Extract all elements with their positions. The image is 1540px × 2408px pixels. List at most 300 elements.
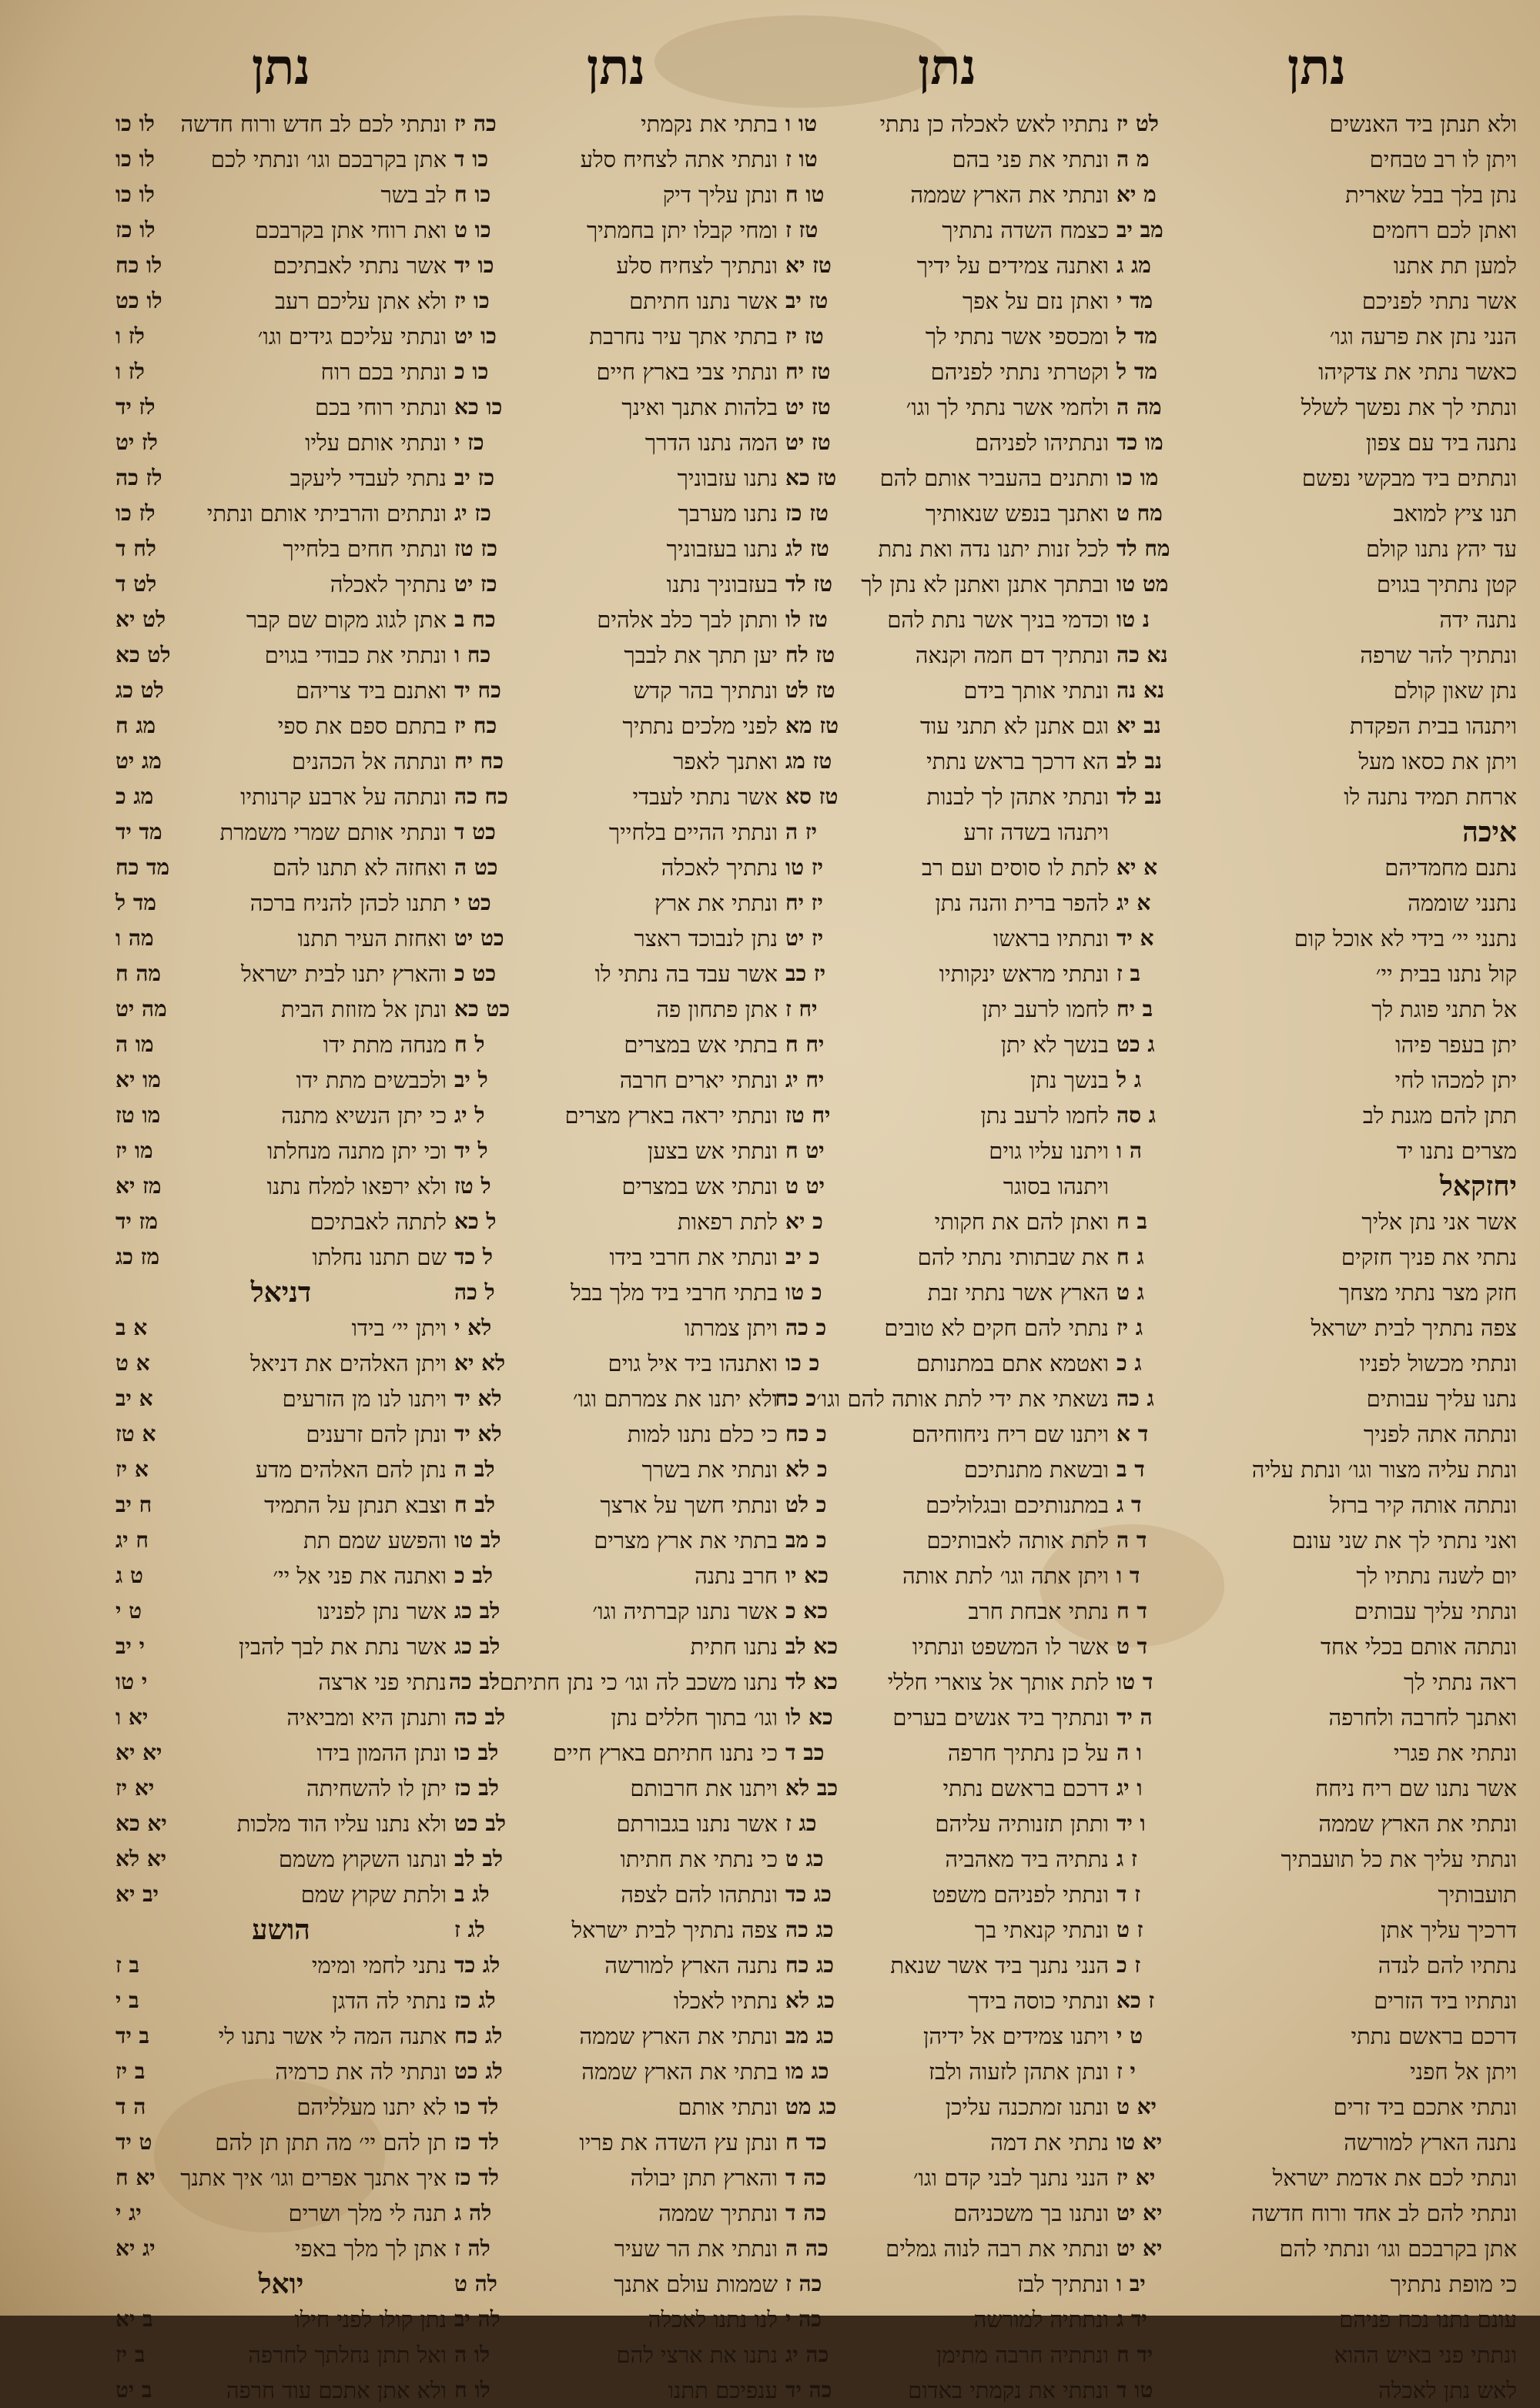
concordance-entry bbox=[454, 1771, 778, 1806]
verse-text: והארץ תתן יבולה bbox=[630, 2165, 778, 2191]
chapter-verse-ref: א יד bbox=[1116, 925, 1154, 951]
verse-text: ואני נתתי לך את שני עונם bbox=[1291, 1527, 1517, 1553]
chapter-verse-ref: טז יז bbox=[785, 323, 824, 349]
verse-text: ונתתי עליכם גידים וגו׳ bbox=[257, 323, 447, 349]
concordance-entry bbox=[116, 1452, 447, 1487]
concordance-entry bbox=[116, 744, 447, 779]
verse-text: ומחי קבלו יתן בחמתיך bbox=[586, 217, 778, 243]
concordance-entry bbox=[454, 2373, 778, 2408]
concordance-entry bbox=[785, 1239, 1109, 1275]
verse-text: אשר עבד בה נתתי לו bbox=[594, 961, 778, 987]
concordance-entry bbox=[454, 460, 778, 496]
chapter-verse-ref: מח ט bbox=[1116, 500, 1163, 526]
verse-text: ואתנך לאפר bbox=[673, 748, 778, 774]
chapter-verse-ref: מד כח bbox=[116, 855, 170, 880]
concordance-entry bbox=[454, 354, 778, 390]
chapter-verse-ref: כז י bbox=[454, 430, 484, 455]
verse-text: ונתתי את פגרי bbox=[1394, 1740, 1517, 1766]
verse-text: ונתתה אל הכהנים bbox=[292, 748, 447, 774]
verse-text: נתתי לה הדגן bbox=[332, 1988, 447, 2014]
chapter-verse-ref: לט כא bbox=[116, 642, 171, 667]
concordance-entry bbox=[1116, 1983, 1517, 2018]
concordance-entry bbox=[785, 602, 1109, 637]
concordance-entry bbox=[454, 567, 778, 602]
verse-text: את שבתותי נתתי להם bbox=[917, 1244, 1109, 1270]
concordance-entry bbox=[116, 248, 447, 283]
chapter-verse-ref: לה ג bbox=[454, 2200, 492, 2226]
concordance-entry bbox=[448, 1664, 778, 1700]
chapter-verse-ref: לג כט bbox=[454, 2059, 503, 2084]
concordance-entry bbox=[785, 744, 1109, 779]
chapter-verse-ref: כג כח bbox=[785, 1952, 834, 1978]
chapter-verse-ref: ט י bbox=[116, 1598, 142, 1624]
verse-text: ויתנו עליו גוים bbox=[989, 1138, 1109, 1164]
chapter-verse-ref: א יז bbox=[116, 1457, 149, 1482]
verse-text: בתתי את ארץ מצרים bbox=[594, 1527, 778, 1553]
concordance-entry bbox=[785, 106, 1109, 142]
concordance-entry bbox=[116, 637, 447, 673]
chapter-verse-ref: יד ג bbox=[1116, 2306, 1147, 2332]
chapter-verse-ref: כא לו bbox=[785, 1704, 833, 1730]
concordance-entry bbox=[116, 2337, 447, 2373]
concordance-entry bbox=[1116, 1452, 1517, 1487]
chapter-verse-ref: נב לב bbox=[1116, 748, 1162, 774]
verse-text: וקטרתי נתתי לפניהם bbox=[930, 359, 1109, 385]
chapter-verse-ref: לב לב bbox=[454, 1846, 503, 1871]
chapter-verse-ref: יב ו bbox=[1116, 2271, 1146, 2296]
verse-text: ונתתי את ארץ bbox=[654, 890, 778, 916]
chapter-verse-ref: כא יו bbox=[785, 1563, 829, 1588]
concordance-entry bbox=[1116, 496, 1517, 531]
chapter-verse-ref: ל כד bbox=[454, 1244, 493, 1269]
chapter-verse-ref: ט י bbox=[1116, 2023, 1143, 2048]
verse-text: ולתת שקוץ שמם bbox=[300, 1881, 447, 1908]
concordance-entry bbox=[116, 1381, 447, 1416]
chapter-verse-ref: כז יב bbox=[454, 465, 495, 490]
verse-text: שם תתנו נחלתו bbox=[312, 1244, 447, 1270]
verse-text: ואתנך בנפש שנאותיך bbox=[925, 500, 1109, 527]
chapter-verse-ref: ג ט bbox=[1116, 1279, 1144, 1305]
verse-text: ונתתיך שממה bbox=[658, 2200, 778, 2226]
concordance-entry bbox=[116, 354, 447, 390]
verse-text: נתני לחמי ומימי bbox=[311, 1952, 447, 1978]
concordance-entry bbox=[785, 1204, 1109, 1239]
verse-text: ויתנהו בבית הפקדת bbox=[1350, 713, 1517, 739]
concordance-entry bbox=[1116, 2089, 1517, 2125]
concordance-entry bbox=[785, 319, 1109, 354]
chapter-verse-ref: יג י bbox=[116, 2200, 142, 2226]
chapter-verse-ref: ז כ bbox=[1116, 1952, 1141, 1978]
verse-text: לחמו לרעב נתן bbox=[980, 1102, 1109, 1129]
verse-text: בתתי אתך עיר נחרבת bbox=[589, 323, 778, 349]
concordance-entry bbox=[454, 779, 778, 814]
column-header: נתן bbox=[917, 38, 977, 96]
chapter-verse-ref: כב ד bbox=[785, 1740, 825, 1765]
concordance-entry bbox=[116, 1948, 447, 1983]
chapter-verse-ref: מו טז bbox=[116, 1102, 161, 1128]
verse-text: נתן לנבוכד ראצר bbox=[634, 925, 778, 951]
verse-text: ונתתי ההיים בלחייך bbox=[608, 819, 778, 845]
concordance-entry bbox=[1116, 1594, 1517, 1629]
chapter-verse-ref: ד ח bbox=[1116, 1598, 1147, 1624]
verse-text: לא יתנו מעלליהם bbox=[296, 2094, 447, 2120]
chapter-verse-ref: כו ח bbox=[454, 182, 491, 207]
chapter-verse-ref: ל כה bbox=[454, 1279, 495, 1305]
concordance-entry bbox=[116, 1983, 447, 2018]
concordance-entry bbox=[116, 1133, 447, 1169]
chapter-verse-ref: יא יז bbox=[116, 1775, 155, 1801]
verse-text: ולחמי אשר נתתי לך וגו׳ bbox=[906, 394, 1109, 420]
chapter-verse-ref: י יב bbox=[116, 1634, 145, 1659]
concordance-entry bbox=[116, 2018, 447, 2054]
concordance-entry bbox=[454, 850, 778, 885]
concordance-entry bbox=[454, 1841, 778, 1877]
verse-text: וכי יתן מתנה מנחלתו bbox=[267, 1138, 447, 1164]
concordance-entry bbox=[116, 1239, 447, 1275]
verse-text: ונתתי יראה בארץ מצרים bbox=[564, 1102, 778, 1129]
chapter-verse-ref: יז יח bbox=[785, 890, 823, 915]
chapter-verse-ref: לו כו bbox=[116, 146, 155, 172]
verse-text: ונתתיך בהר קדש bbox=[633, 677, 778, 704]
verse-text: נתן שאון קולם bbox=[1393, 677, 1517, 704]
chapter-verse-ref: כט ד bbox=[454, 819, 496, 844]
concordance-entry bbox=[116, 779, 447, 814]
chapter-verse-ref: לג כד bbox=[454, 1952, 500, 1978]
verse-text: ונתתי את חרבי בידו bbox=[609, 1244, 778, 1270]
verse-text: ונתתי מראש ינקותיו bbox=[939, 961, 1109, 987]
chapter-verse-ref: לה ט bbox=[454, 2271, 497, 2296]
chapter-verse-ref: ב יז bbox=[116, 2342, 146, 2367]
chapter-verse-ref: יז טו bbox=[785, 855, 823, 880]
concordance-entry bbox=[116, 992, 447, 1027]
verse-text: ונתנו השקוץ משמם bbox=[278, 1846, 447, 1872]
chapter-verse-ref: מג כ bbox=[116, 784, 154, 809]
concordance-entry bbox=[454, 319, 778, 354]
concordance-entry bbox=[1116, 2337, 1517, 2373]
verse-text: תן להם יי׳ מה תתן תן להם bbox=[215, 2129, 447, 2155]
chapter-verse-ref: יג יא bbox=[116, 2236, 156, 2261]
verse-text: ונתתי יארים חרבה bbox=[619, 1067, 778, 1093]
chapter-verse-ref: מח לד bbox=[1116, 536, 1170, 561]
concordance-entry bbox=[1116, 2054, 1517, 2089]
chapter-verse-ref: לא יד bbox=[454, 1421, 502, 1446]
chapter-verse-ref: א טז bbox=[116, 1421, 156, 1446]
verse-text: ונתתי את פני בהם bbox=[952, 146, 1109, 172]
verse-text: צפה נתתיך לבית ישראל bbox=[1311, 1315, 1517, 1341]
concordance-entry bbox=[785, 1912, 1109, 1948]
chapter-verse-ref: יח טז bbox=[785, 1102, 831, 1128]
verse-text: ויתנו לנו מן הזרעים bbox=[282, 1386, 447, 1412]
concordance-entry bbox=[1116, 212, 1517, 248]
concordance-entry bbox=[116, 1735, 447, 1771]
column-header: נתן bbox=[1287, 38, 1347, 96]
concordance-entry bbox=[454, 2302, 778, 2337]
column-header: נתן bbox=[251, 38, 311, 96]
chapter-verse-ref: כד ח bbox=[785, 2129, 827, 2155]
chapter-verse-ref: טז סא bbox=[785, 784, 839, 809]
verse-text: לכל זנות יתנו נדה ואת נתת bbox=[878, 536, 1109, 562]
verse-text: נתתיך לאכלה bbox=[661, 855, 778, 881]
book-title: הושע bbox=[252, 1914, 310, 1946]
chapter-verse-ref: כט יט bbox=[454, 925, 504, 951]
chapter-verse-ref: כה ד bbox=[785, 2200, 827, 2226]
verse-text: איך אתנך אפרים וגו׳ איך אתנך bbox=[180, 2165, 447, 2191]
chapter-verse-ref: כה יד bbox=[785, 2377, 832, 2403]
concordance-entry bbox=[454, 1983, 778, 2018]
concordance-entry bbox=[1116, 779, 1517, 814]
concordance-entry bbox=[785, 2196, 1109, 2231]
concordance-entry bbox=[454, 2160, 778, 2196]
chapter-verse-ref: יא יז bbox=[1116, 2165, 1156, 2190]
verse-text: וצבא תנתן על התמיד bbox=[264, 1492, 447, 1518]
book-heading bbox=[1116, 814, 1517, 850]
chapter-verse-ref: לט ד bbox=[116, 571, 157, 597]
concordance-column-3 bbox=[448, 0, 778, 2403]
concordance-entry bbox=[1116, 708, 1517, 744]
verse-text: נתנו את ארצי להם bbox=[616, 2342, 778, 2368]
verse-text: נתנו מערבך bbox=[678, 500, 778, 527]
verse-text: ראה נתתי לך bbox=[1404, 1669, 1517, 1695]
verse-text: ונתתי לכם את אדמת ישראל bbox=[1272, 2165, 1517, 2191]
verse-text: ויתנהו בסוגר bbox=[1003, 1173, 1109, 1199]
concordance-entry bbox=[785, 567, 1109, 602]
concordance-entry bbox=[454, 1098, 778, 1133]
chapter-verse-ref: לב כז bbox=[454, 1775, 499, 1801]
concordance-entry bbox=[454, 248, 778, 283]
verse-text: ונתתי חשך על ארצך bbox=[600, 1492, 778, 1518]
chapter-verse-ref: לב כט bbox=[454, 1811, 506, 1836]
concordance-entry bbox=[785, 1346, 1109, 1381]
verse-text: דרכם בראשם נתתי bbox=[942, 1775, 1109, 1801]
verse-text: נתנה הארץ למורשה bbox=[1344, 2129, 1517, 2155]
verse-text: יתן למכהו לחי bbox=[1394, 1067, 1517, 1093]
verse-text: ויתן לו רב טבחים bbox=[1369, 146, 1517, 172]
concordance-entry bbox=[454, 708, 778, 744]
concordance-entry bbox=[775, 1381, 1109, 1416]
concordance-entry bbox=[116, 1027, 447, 1062]
concordance-entry bbox=[1116, 2373, 1517, 2408]
chapter-verse-ref: לד כז bbox=[454, 2165, 499, 2190]
chapter-verse-ref: כג מט bbox=[785, 2094, 837, 2119]
verse-text: וגם אתנן לא תתני עוד bbox=[919, 713, 1109, 739]
chapter-verse-ref: ב יז bbox=[116, 2059, 146, 2084]
verse-text: עונם נתנו נכח פניהם bbox=[1339, 2306, 1517, 2333]
verse-text: ונתתי חחים בלחייך bbox=[283, 536, 447, 562]
verse-text: אשר נתנו חתיתם bbox=[629, 288, 778, 314]
concordance-entry bbox=[785, 390, 1109, 425]
chapter-verse-ref: יא טו bbox=[1116, 2129, 1163, 2155]
chapter-verse-ref: לו כו bbox=[116, 182, 155, 207]
concordance-entry bbox=[785, 1629, 1109, 1664]
concordance-entry bbox=[454, 921, 778, 956]
chapter-verse-ref: כ כה bbox=[785, 1315, 827, 1340]
verse-text: אתן בקרבכם וגו׳ ונתתי לכם bbox=[210, 146, 447, 172]
chapter-verse-ref: כו יד bbox=[454, 253, 494, 278]
verse-text: נתנו חתית bbox=[690, 1634, 778, 1660]
concordance-entry bbox=[116, 885, 447, 921]
chapter-verse-ref: כח ו bbox=[454, 642, 491, 667]
concordance-entry bbox=[785, 1169, 1109, 1204]
concordance-entry bbox=[116, 1806, 447, 1841]
verse-text: בתתי את הארץ שממה bbox=[581, 2059, 778, 2085]
verse-text: ונתתי אותך בידם bbox=[963, 677, 1109, 704]
chapter-verse-ref: לא י bbox=[454, 1315, 492, 1340]
book-title: יחזקאל bbox=[1439, 1170, 1517, 1202]
verse-text: ונתתי לכם לב חדש ורוח חדשה bbox=[180, 111, 447, 137]
concordance-entry bbox=[785, 1027, 1109, 1062]
verse-text: כי מופת נתתיך bbox=[1390, 2271, 1517, 2297]
chapter-verse-ref: יח יג bbox=[785, 1067, 825, 1092]
verse-text: ואתן נזם על אפך bbox=[962, 288, 1109, 314]
concordance-entry bbox=[454, 637, 778, 673]
concordance-entry bbox=[1116, 1204, 1517, 1239]
chapter-verse-ref: יז ה bbox=[785, 819, 818, 844]
verse-text: לחמו לרעב יתן bbox=[982, 996, 1109, 1022]
chapter-verse-ref: כו כ bbox=[454, 359, 489, 384]
chapter-verse-ref: מו כד bbox=[1116, 430, 1163, 455]
concordance-entry bbox=[116, 2302, 447, 2337]
chapter-verse-ref: ב יח bbox=[1116, 996, 1153, 1022]
verse-text: ענפיכם תתנו bbox=[668, 2377, 778, 2403]
verse-text: לתתה לאבתיכם bbox=[310, 1209, 447, 1235]
chapter-verse-ref: טז ז bbox=[785, 217, 819, 242]
concordance-entry bbox=[116, 673, 447, 708]
verse-text: ונתתי אש במצרים bbox=[621, 1173, 778, 1199]
concordance-entry bbox=[785, 2054, 1109, 2089]
chapter-verse-ref: לז כו bbox=[116, 500, 156, 526]
concordance-entry bbox=[454, 1239, 778, 1275]
verse-text: ואחזת העיר תתנו bbox=[297, 925, 447, 951]
chapter-verse-ref: יד ח bbox=[1116, 2342, 1153, 2367]
verse-text: וכדמי בניך אשר נתת להם bbox=[887, 607, 1109, 633]
verse-text: תנה לי מלך ושרים bbox=[288, 2200, 447, 2226]
chapter-verse-ref: כה ז bbox=[785, 2271, 822, 2296]
concordance-entry bbox=[116, 390, 447, 425]
chapter-verse-ref: ז ג bbox=[1116, 1846, 1137, 1871]
concordance-entry bbox=[116, 1204, 447, 1239]
chapter-verse-ref: כה ה bbox=[785, 2236, 829, 2261]
concordance-entry bbox=[785, 1948, 1109, 1983]
concordance-entry bbox=[785, 1523, 1109, 1558]
concordance-entry bbox=[116, 106, 447, 142]
verse-text: ונתתי את רבה לנוה גמלים bbox=[886, 2236, 1109, 2262]
entry-list bbox=[116, 106, 447, 2408]
verse-text: ונתתיך לבז bbox=[1017, 2271, 1109, 2297]
chapter-verse-ref: כח יז bbox=[454, 713, 497, 738]
verse-text: אתן בקרבכם וגו׳ ונתתי להם bbox=[1279, 2236, 1517, 2262]
concordance-entry bbox=[785, 142, 1109, 177]
chapter-verse-ref: ד ג bbox=[1116, 1492, 1142, 1517]
verse-text: בתתי אש במצרים bbox=[624, 1032, 778, 1058]
verse-text: ונתתי עליך עבותים bbox=[1354, 1598, 1517, 1624]
verse-text: ונתן אל מזוזת הבית bbox=[281, 996, 447, 1022]
chapter-verse-ref: נא כה bbox=[1116, 642, 1168, 667]
concordance-entry bbox=[116, 425, 447, 460]
verse-text: ואתנה את פני אל יי׳ bbox=[273, 1563, 447, 1589]
concordance-entry bbox=[116, 1664, 447, 1700]
concordance-entry bbox=[785, 1275, 1109, 1310]
chapter-verse-ref: כה יז bbox=[454, 111, 497, 136]
concordance-entry bbox=[116, 2373, 447, 2408]
concordance-entry bbox=[454, 1735, 778, 1771]
concordance-entry bbox=[785, 850, 1109, 885]
verse-text: המה נתנו הדרך bbox=[644, 430, 778, 456]
chapter-verse-ref: כא כ bbox=[785, 1598, 829, 1624]
chapter-verse-ref: לב כה bbox=[448, 1669, 500, 1694]
verse-text: אשר נתתי לאבתיכם bbox=[273, 253, 447, 279]
verse-text: ונתתי לה את כרמיה bbox=[275, 2059, 447, 2085]
verse-text: שממות עולם אתנך bbox=[614, 2271, 778, 2297]
verse-text: ונתתי את הארץ שממה bbox=[910, 182, 1109, 208]
concordance-entry bbox=[1116, 1346, 1517, 1381]
concordance-entry bbox=[1116, 921, 1517, 956]
chapter-verse-ref: לז יד bbox=[116, 394, 156, 420]
concordance-entry bbox=[454, 1310, 778, 1346]
concordance-entry bbox=[454, 1381, 778, 1416]
verse-text: כצמח השדה נתתיך bbox=[942, 217, 1109, 243]
concordance-entry bbox=[454, 142, 778, 177]
chapter-verse-ref: כו ד bbox=[454, 146, 489, 172]
verse-text: חזק מצר נתתי מצחך bbox=[1338, 1279, 1517, 1306]
verse-text: לתת רפאות bbox=[677, 1209, 778, 1235]
verse-text: הארץ אשר נתתי זבת bbox=[927, 1279, 1109, 1306]
concordance-entry bbox=[1116, 390, 1517, 425]
chapter-verse-ref: לז ו bbox=[116, 359, 145, 384]
verse-text: אשר נתן לפנינו bbox=[317, 1598, 447, 1624]
verse-text: נתנני שוממה bbox=[1408, 890, 1517, 916]
verse-text: ונתתי פני באיש ההוא bbox=[1334, 2342, 1517, 2368]
concordance-entry bbox=[116, 2054, 447, 2089]
concordance-entry bbox=[785, 248, 1109, 283]
chapter-verse-ref: טז יב bbox=[785, 288, 829, 313]
concordance-entry bbox=[1116, 850, 1517, 885]
verse-text: בתתם ספם את ספי bbox=[277, 713, 447, 739]
concordance-entry bbox=[454, 1487, 778, 1523]
chapter-verse-ref: כ טו bbox=[785, 1279, 822, 1305]
verse-text: בעזבוניך נתנו bbox=[666, 571, 778, 597]
concordance-entry bbox=[1116, 602, 1517, 637]
book-heading bbox=[116, 2266, 447, 2302]
verse-text: נשאתי את ידי לתת אותה להם וגו׳ bbox=[816, 1386, 1109, 1412]
verse-text: ויתנו שם ריח ניחוחיהם bbox=[911, 1421, 1109, 1447]
concordance-entry bbox=[785, 212, 1109, 248]
verse-text: ונתתי את בשרך bbox=[641, 1457, 778, 1483]
verse-text: ונתתי עליך את כל תועבתיך bbox=[1281, 1846, 1517, 1872]
verse-text: נתתיו לאכלו bbox=[673, 1988, 778, 2014]
verse-text: אשר נתנו שם ריח ניחח bbox=[1314, 1775, 1517, 1801]
concordance-entry bbox=[454, 212, 778, 248]
verse-text: ואטמא אתם במתנותם bbox=[916, 1350, 1109, 1376]
chapter-verse-ref: טז לג bbox=[785, 536, 829, 561]
concordance-entry bbox=[1116, 637, 1517, 673]
verse-text: כי יתן הנשיא מתנה bbox=[281, 1102, 447, 1129]
chapter-verse-ref: ח יג bbox=[116, 1527, 149, 1553]
verse-text: ולא אתן אתכם עוד חרפה bbox=[226, 2377, 447, 2403]
verse-text: ונתתיה למורשה bbox=[973, 2306, 1109, 2333]
verse-text: ונתן להם זרענים bbox=[306, 1421, 447, 1447]
chapter-verse-ref: ג יז bbox=[1116, 1315, 1143, 1340]
chapter-verse-ref: טז לד bbox=[785, 571, 833, 597]
concordance-entry bbox=[785, 2125, 1109, 2160]
chapter-verse-ref: יא יט bbox=[1116, 2200, 1163, 2226]
chapter-verse-ref: כג כה bbox=[785, 1917, 834, 1942]
concordance-entry bbox=[1116, 1027, 1517, 1062]
verse-text: ונתנו זמתכנה עליכן bbox=[945, 2094, 1109, 2120]
chapter-verse-ref: ה ו bbox=[1116, 1138, 1143, 1163]
concordance-entry bbox=[785, 708, 1109, 744]
chapter-verse-ref: ב ח bbox=[1116, 1209, 1147, 1234]
concordance-entry bbox=[454, 1912, 778, 1948]
